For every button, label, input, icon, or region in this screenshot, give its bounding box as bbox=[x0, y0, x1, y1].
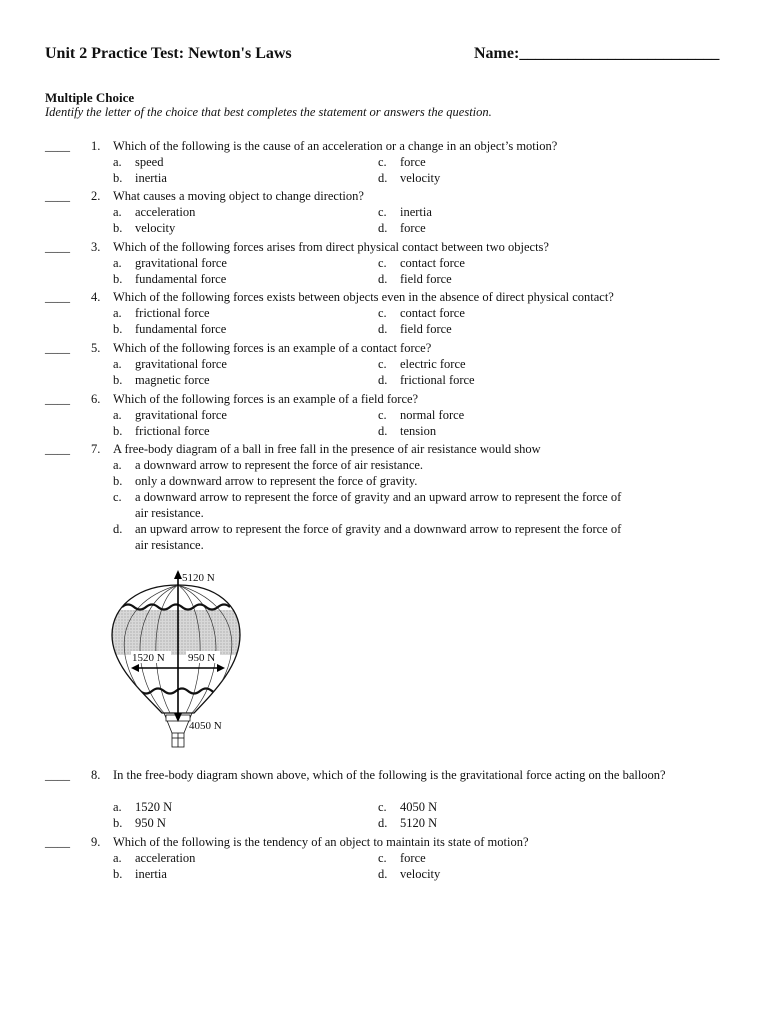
name-field: Name:_________________________ bbox=[474, 45, 720, 62]
choice-a bbox=[113, 255, 227, 271]
choice-letter: a. bbox=[113, 205, 122, 219]
choice-d bbox=[378, 271, 452, 287]
choice-d bbox=[378, 220, 426, 236]
choice-text: contact force bbox=[400, 306, 465, 320]
question-text: Which of the following forces arises from direct physical contact between two objects? bbox=[113, 240, 549, 254]
question-number: 4. bbox=[91, 290, 101, 304]
question-text: What causes a moving object to change direction? bbox=[113, 189, 364, 203]
choice-a bbox=[113, 457, 673, 473]
choice-letter: a. bbox=[113, 851, 122, 865]
balloon-diagram-svg bbox=[100, 565, 300, 760]
answer-blank[interactable]: ____ bbox=[45, 290, 70, 304]
answer-blank[interactable]: ____ bbox=[45, 240, 70, 254]
answer-blank[interactable]: ____ bbox=[45, 341, 70, 355]
choice-text: frictional force bbox=[400, 373, 475, 387]
question-text: Which of the following forces is an example of a contact force? bbox=[113, 341, 432, 355]
choice-letter: c. bbox=[113, 490, 122, 504]
choice-letter: b. bbox=[113, 474, 123, 488]
choice-letter: d. bbox=[113, 522, 123, 536]
choice-letter: c. bbox=[378, 851, 387, 865]
choice-letter: c. bbox=[378, 800, 387, 814]
choice-d bbox=[378, 321, 452, 337]
question-text: Which of the following is the tendency of an object to maintain its state of motion? bbox=[113, 835, 529, 849]
choice-text: an upward arrow to represent the force of gravity and a downward arrow to represent the force of air resistance. bbox=[135, 522, 622, 553]
choice-text: a downward arrow to represent the force of air resistance. bbox=[135, 458, 424, 472]
choice-text: gravitational force bbox=[135, 256, 227, 270]
choice-d bbox=[113, 521, 633, 553]
choice-d bbox=[378, 866, 440, 882]
question-number: 7. bbox=[91, 442, 101, 456]
choice-text: electric force bbox=[400, 357, 466, 371]
answer-blank[interactable]: ____ bbox=[45, 139, 70, 153]
answer-blank[interactable]: ____ bbox=[45, 442, 70, 456]
choice-a bbox=[113, 850, 195, 866]
choice-text: contact force bbox=[400, 256, 465, 270]
choice-text: normal force bbox=[400, 408, 465, 422]
choice-c bbox=[378, 799, 437, 815]
choice-text: field force bbox=[400, 272, 452, 286]
page-title: Unit 2 Practice Test: Newton's Laws bbox=[45, 45, 292, 62]
choice-letter: b. bbox=[113, 816, 123, 830]
choice-c bbox=[378, 305, 465, 321]
question-text: Which of the following forces exists between objects even in the absence of direct physical contact? bbox=[113, 290, 614, 304]
choice-c bbox=[378, 204, 432, 220]
answer-blank[interactable]: ____ bbox=[45, 768, 70, 782]
choice-letter: b. bbox=[113, 424, 123, 438]
choice-text: frictional force bbox=[135, 306, 210, 320]
choice-letter: d. bbox=[378, 322, 388, 336]
choice-letter: d. bbox=[378, 221, 388, 235]
choice-b bbox=[113, 271, 226, 287]
choice-c bbox=[378, 407, 464, 423]
choice-letter: c. bbox=[378, 256, 387, 270]
choice-text: tension bbox=[400, 424, 437, 438]
choice-c bbox=[378, 255, 465, 271]
choice-a bbox=[113, 305, 210, 321]
choice-text: force bbox=[400, 221, 426, 235]
choice-a bbox=[113, 204, 195, 220]
balloon-free-body-diagram bbox=[100, 565, 300, 760]
choice-text: acceleration bbox=[135, 851, 196, 865]
choice-c bbox=[378, 154, 426, 170]
choice-letter: a. bbox=[113, 306, 122, 320]
choice-a bbox=[113, 154, 163, 170]
choice-letter: d. bbox=[378, 867, 388, 881]
section-instructions: Identify the letter of the choice that best completes the statement or answers the question. bbox=[45, 105, 492, 119]
question-number: 3. bbox=[91, 240, 101, 254]
choice-c bbox=[113, 489, 633, 521]
choice-b bbox=[113, 220, 175, 236]
choice-letter: a. bbox=[113, 256, 122, 270]
choice-text: fundamental force bbox=[135, 322, 227, 336]
balloon-envelope bbox=[100, 585, 260, 713]
choice-c bbox=[378, 356, 466, 372]
choice-d bbox=[378, 372, 475, 388]
choice-letter: c. bbox=[378, 306, 387, 320]
choice-b bbox=[113, 170, 167, 186]
choice-text: gravitational force bbox=[135, 408, 227, 422]
choice-text: field force bbox=[400, 322, 452, 336]
choice-letter: b. bbox=[113, 171, 123, 185]
question-text: A free-body diagram of a ball in free fall in the presence of air resistance would show bbox=[113, 442, 541, 456]
choice-text: inertia bbox=[400, 205, 432, 219]
question-number: 8. bbox=[91, 768, 101, 782]
choice-letter: a. bbox=[113, 408, 122, 422]
choice-text: force bbox=[400, 851, 426, 865]
question-number: 9. bbox=[91, 835, 101, 849]
choice-text: 950 N bbox=[135, 816, 166, 830]
question-text: Which of the following is the cause of an acceleration or a change in an object’s motion? bbox=[113, 139, 558, 153]
choice-letter: a. bbox=[113, 357, 122, 371]
choice-text: fundamental force bbox=[135, 272, 227, 286]
choice-d bbox=[378, 815, 437, 831]
choice-c bbox=[378, 850, 426, 866]
choice-b bbox=[113, 866, 167, 882]
choice-text: 1520 N bbox=[135, 800, 173, 814]
choice-b bbox=[113, 815, 166, 831]
question-number: 5. bbox=[91, 341, 101, 355]
choice-text: velocity bbox=[400, 867, 441, 881]
choice-letter: c. bbox=[378, 205, 387, 219]
answer-blank[interactable]: ____ bbox=[45, 835, 70, 849]
choice-text: velocity bbox=[400, 171, 441, 185]
question-number: 1. bbox=[91, 139, 101, 153]
force-label-left: 1520 N bbox=[132, 652, 165, 664]
choice-letter: b. bbox=[113, 373, 123, 387]
choice-letter: c. bbox=[378, 408, 387, 422]
choice-a bbox=[113, 356, 227, 372]
choice-letter: d. bbox=[378, 816, 388, 830]
choice-d bbox=[378, 423, 436, 439]
choice-letter: d. bbox=[378, 373, 388, 387]
choice-text: force bbox=[400, 155, 426, 169]
choice-text: gravitational force bbox=[135, 357, 227, 371]
choice-text: 5120 N bbox=[400, 816, 438, 830]
choice-text: velocity bbox=[135, 221, 176, 235]
choice-letter: a. bbox=[113, 155, 122, 169]
choice-b bbox=[113, 372, 210, 388]
section-title: Multiple Choice bbox=[45, 90, 135, 105]
choice-text: acceleration bbox=[135, 205, 196, 219]
force-label-right: 950 N bbox=[188, 652, 216, 664]
question-text: Which of the following forces is an example of a field force? bbox=[113, 392, 419, 406]
choice-text: magnetic force bbox=[135, 373, 210, 387]
answer-blank[interactable]: ____ bbox=[45, 392, 70, 406]
choice-letter: c. bbox=[378, 357, 387, 371]
choice-text: inertia bbox=[135, 171, 167, 185]
answer-blank[interactable]: ____ bbox=[45, 189, 70, 203]
choice-letter: d. bbox=[378, 424, 388, 438]
choice-letter: b. bbox=[113, 272, 123, 286]
choice-letter: b. bbox=[113, 867, 123, 881]
choice-letter: c. bbox=[378, 155, 387, 169]
choice-b bbox=[113, 423, 210, 439]
choice-d bbox=[378, 170, 440, 186]
question-text: In the free-body diagram shown above, which of the following is the gravitational force acting on the balloon? bbox=[113, 768, 666, 782]
choice-a bbox=[113, 407, 227, 423]
choice-a bbox=[113, 799, 172, 815]
choice-b bbox=[113, 321, 226, 337]
choice-text: frictional force bbox=[135, 424, 210, 438]
choice-text: only a downward arrow to represent the force of gravity. bbox=[135, 474, 418, 488]
choice-letter: d. bbox=[378, 272, 388, 286]
choice-text: a downward arrow to represent the force of gravity and an upward arrow to represent the force of air resistance. bbox=[135, 490, 622, 521]
choice-b bbox=[113, 473, 673, 489]
choice-letter: a. bbox=[113, 458, 122, 472]
choice-letter: a. bbox=[113, 800, 122, 814]
choice-text: 4050 N bbox=[400, 800, 438, 814]
choice-letter: b. bbox=[113, 322, 123, 336]
choice-text: speed bbox=[135, 155, 164, 169]
question-number: 2. bbox=[91, 189, 101, 203]
force-label-up: 5120 N bbox=[182, 572, 215, 584]
force-label-down: 4050 N bbox=[189, 720, 222, 732]
choice-letter: b. bbox=[113, 221, 123, 235]
choice-letter: d. bbox=[378, 171, 388, 185]
choice-text: inertia bbox=[135, 867, 167, 881]
question-number: 6. bbox=[91, 392, 101, 406]
